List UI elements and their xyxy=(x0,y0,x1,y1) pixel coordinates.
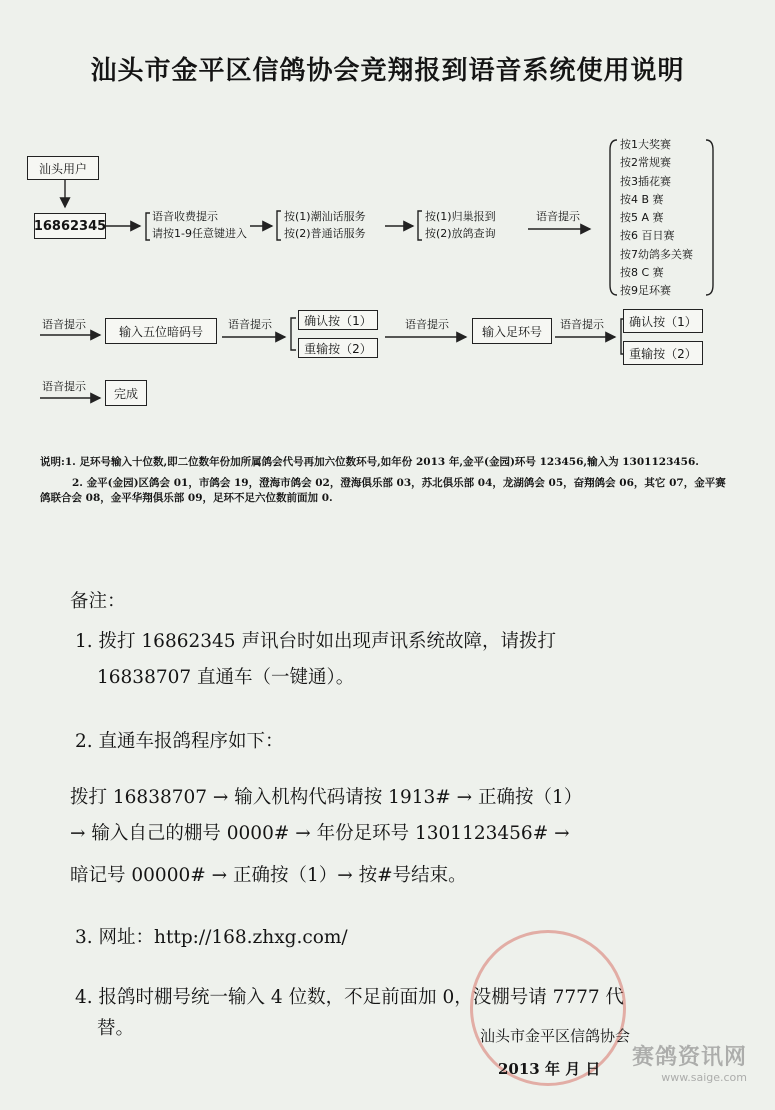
remark-1-line2: 16838707 直通车（一键通）。 xyxy=(97,667,355,688)
race-menu-item: 按6 百日赛 xyxy=(620,229,675,243)
remark-1-line1: 1. 拨打 16862345 声讯台时如出现声讯系统故障，请拨打 xyxy=(75,631,556,652)
page-title: 汕头市金平区信鸽协会竞翔报到语音系统使用说明 xyxy=(90,56,685,86)
remark-2: 2. 直通车报鸽程序如下： xyxy=(75,731,284,752)
confirm-box-1: 确认按（1） xyxy=(298,310,378,330)
watermark-brand: 赛鸽资讯网 xyxy=(631,1045,747,1070)
confirm-box-2: 确认按（1） xyxy=(623,309,703,333)
watermark xyxy=(632,1040,747,1084)
voice-prompt-race: 语音提示 xyxy=(536,210,580,223)
procedure-line-3: 暗记号 00000# → 正确按（1）→ 按#号结束。 xyxy=(70,865,467,886)
race-menu xyxy=(620,136,693,301)
race-menu-item: 按8 C 赛 xyxy=(620,266,664,280)
dialect-option-1: 按(1)潮汕话服务 xyxy=(284,210,366,223)
race-menu-item: 按7幼鸽多关赛 xyxy=(620,247,693,261)
remark-3-website: 3. 网址：http://168.zhxg.com/ xyxy=(75,927,348,948)
procedure-line-2: → 输入自己的棚号 0000# → 年份足环号 1301123456# → xyxy=(70,823,570,844)
race-menu-item: 按2常规赛 xyxy=(620,156,671,170)
code-entry-box: 输入五位暗码号 xyxy=(105,318,217,344)
remark-4-line2: 替。 xyxy=(97,1018,135,1039)
note-1: 说明:1. 足环号输入十位数,即二位数年份加所属鸽会代号再加六位数环号,如年份 2013 年,金平(金园)环号 123456,输入为 1301123456. xyxy=(40,456,699,468)
dialect-option-2: 按(2)普通话服务 xyxy=(284,227,366,240)
remarks-heading: 备注： xyxy=(70,591,126,612)
user-box: 汕头用户 xyxy=(27,156,99,180)
notes-section xyxy=(40,455,730,512)
race-menu-item: 按3插花赛 xyxy=(620,174,671,188)
note-2: 2. 金平(金园)区鸽会 01，市鸽会 19，澄海市鸽会 02，澄海俱乐部 03，苏北俱乐部 04，龙湖鸽会 05，奋翔鸽会 06，其它 07，金平赛鸽联合会 08，金平华翔俱乐部 09，足环不足六位数前面加 0. xyxy=(40,477,726,504)
remark-4-line1: 4. 报鸽时棚号统一输入 4 位数，不足前面加 0，没棚号请 7777 代 xyxy=(75,987,625,1008)
race-menu-item: 按9足环赛 xyxy=(620,284,671,298)
fee-prompt-line2: 请按1-9任意键进入 xyxy=(152,227,247,240)
voice-prompt-final: 语音提示 xyxy=(42,380,86,393)
voice-prompt-3: 语音提示 xyxy=(405,318,449,331)
voice-prompt-1: 语音提示 xyxy=(42,318,86,331)
race-menu-item: 按4 B 赛 xyxy=(620,192,664,206)
ring-entry-box: 输入足环号 xyxy=(472,318,552,344)
race-menu-item: 按1大奖赛 xyxy=(620,138,671,151)
reenter-box-1: 重输按（2） xyxy=(298,338,378,358)
watermark-url: www.saige.com xyxy=(661,1071,747,1084)
done-box: 完成 xyxy=(105,380,147,406)
action-option-1: 按(1)归巢报到 xyxy=(425,210,496,223)
voice-prompt-2: 语音提示 xyxy=(228,318,272,331)
procedure-line-1: 拨打 16838707 → 输入机构代码请按 1913# → 正确按（1） xyxy=(70,787,583,808)
race-menu-item: 按5 A 赛 xyxy=(620,211,664,225)
action-option-2: 按(2)放鸽查询 xyxy=(425,227,496,240)
reenter-box-2: 重输按（2） xyxy=(623,341,703,365)
fee-prompt-line1: 语音收费提示 xyxy=(152,210,218,223)
phone-number-box: 16862345 xyxy=(34,213,106,239)
signature-org: 汕头市金平区信鸽协会 xyxy=(480,1027,631,1045)
voice-prompt-4: 语音提示 xyxy=(560,318,604,331)
signature-date: 2013 年 月 日 xyxy=(498,1060,601,1078)
